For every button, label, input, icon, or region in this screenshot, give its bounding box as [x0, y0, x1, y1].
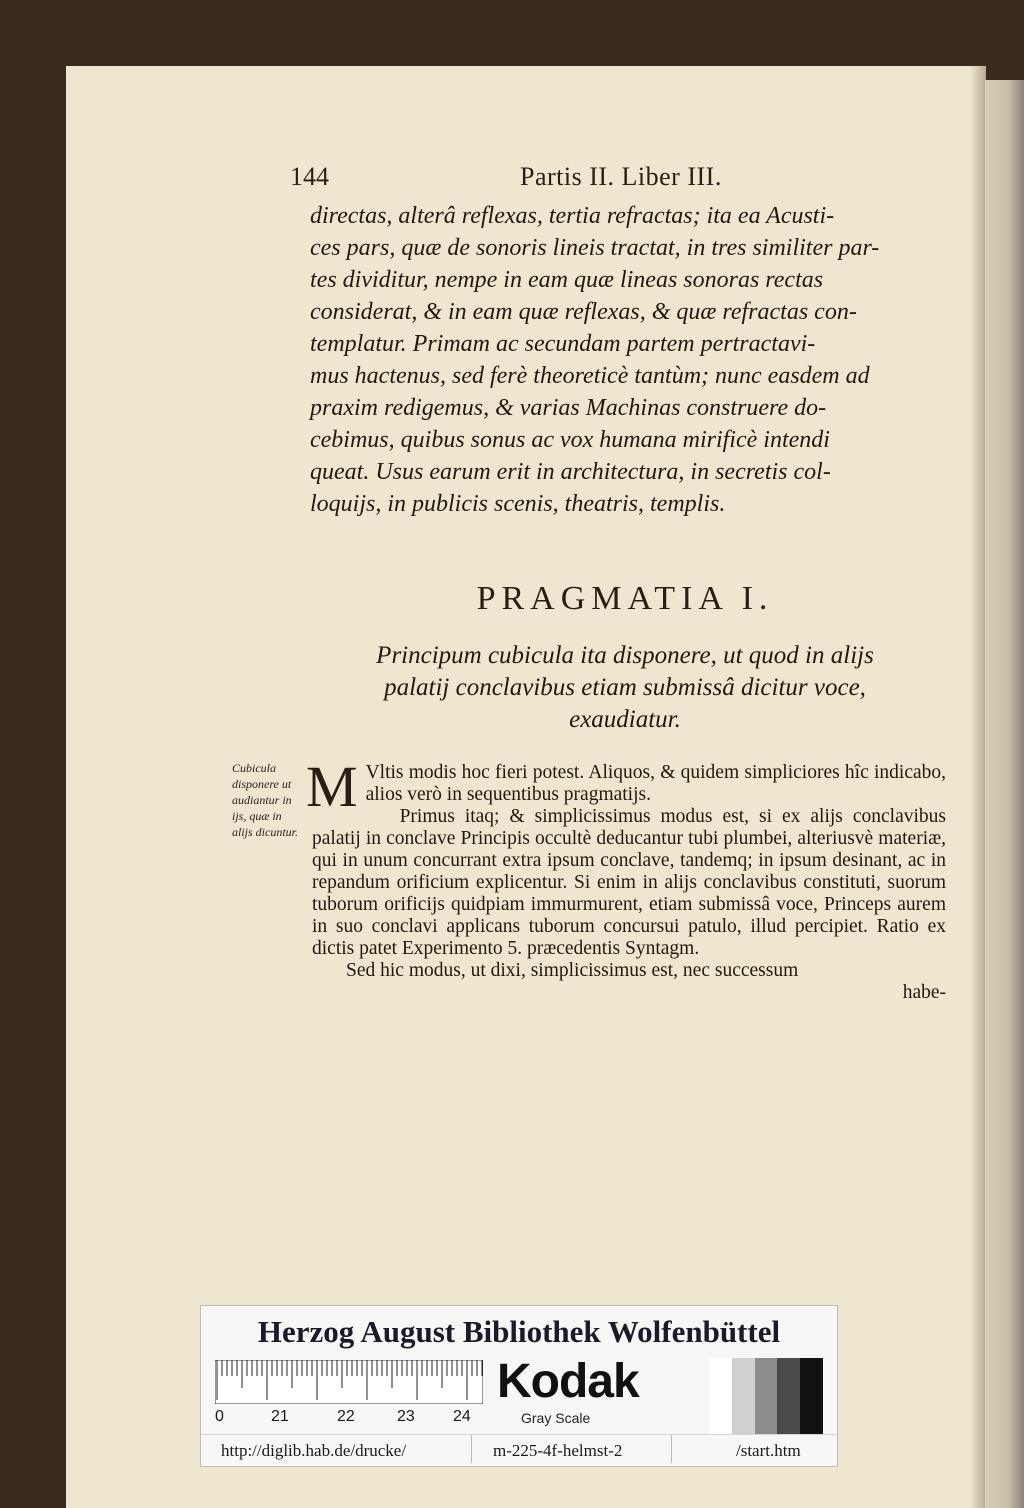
gray-patch [732, 1358, 755, 1434]
catchword: habe- [902, 982, 946, 1003]
section-subtitle [300, 640, 950, 736]
intro-line: templatur. Primam ac secundam partem pertractavi- [310, 331, 816, 357]
intro-line: directas, alterâ reflexas, tertia refractas; ita ea Acusti- [310, 203, 835, 229]
ruler-label: 24 [453, 1408, 471, 1425]
subtitle-line: exaudiatur. [569, 706, 681, 733]
footer-divider [671, 1435, 672, 1463]
gray-patch [777, 1358, 800, 1434]
intro-line: cebimus, quibus sonus ac vox humana mirificè intendi [310, 427, 830, 453]
gray-scale-patches [709, 1358, 823, 1434]
card-url: http://diglib.hab.de/drucke/ [221, 1441, 407, 1460]
intro-line: queat. Usus earum erit in architectura, in secretis col- [310, 459, 831, 485]
archive-color-card [200, 1305, 838, 1467]
ruler-label: 22 [337, 1408, 355, 1425]
gray-scale-label: Gray Scale [521, 1410, 591, 1426]
card-url-suffix: /start.htm [736, 1441, 801, 1460]
drop-cap: M [306, 754, 358, 819]
ruler-label: 0 [215, 1408, 224, 1425]
facing-page-edge [985, 80, 1024, 1508]
intro-paragraph [310, 200, 940, 520]
body-text [306, 754, 946, 1004]
page-header [290, 162, 770, 196]
intro-line: loquijs, in publicis scenis, theatris, templis. [310, 491, 726, 517]
marginal-note: Cubicula disponere ut audiantur in ijs, quæ in alijs dicuntur. [232, 761, 299, 839]
card-footer [201, 1434, 837, 1463]
ruler-labels [215, 1408, 483, 1428]
gray-patch [709, 1358, 732, 1434]
paragraph-1 [306, 754, 946, 819]
footer-divider [471, 1435, 472, 1463]
intro-line: mus hactenus, sed ferè theoreticè tantùm; nunc easdem ad [310, 363, 870, 389]
ruler-label: 21 [271, 1408, 289, 1425]
paragraph-3: Sed hic modus, ut dixi, simplicissimus est, nec successum [346, 960, 799, 981]
intro-line: tes dividitur, nempe in eam quæ lineas sonoras rectas [310, 267, 824, 293]
intro-line: considerat, & in eam quæ reflexas, & quæ refractas con- [310, 299, 857, 325]
kodak-logo: Kodak [497, 1355, 639, 1408]
intro-line: ces pars, quæ de sonoris lineis tractat, in tres similiter par- [310, 235, 880, 261]
gray-patch [800, 1358, 823, 1434]
gray-patch [755, 1358, 778, 1434]
subtitle-line: Principum cubicula ita disponere, ut quod in alijs [376, 642, 874, 669]
section-title: PRAGMATIA I. [476, 580, 774, 617]
ruler-scale [215, 1360, 483, 1404]
paragraph-1-text: Vltis modis hoc fieri potest. Aliquos, & quidem simpliciores hîc indicabo, alios verò in sequentibus pragmatijs. [365, 762, 946, 805]
ruler-label: 23 [397, 1408, 415, 1425]
paragraph-2: Primus itaq; & simplicissimus modus est, si ex alijs conclavibus palatij in conclave Principis occultè deducantur tubi plumbei, alteriusvè materiæ, qui in unum concurrant extra ipsum conclave, tandemq; in ipsum desinant, ac in repandum orificium explicentur. Si enim in alijs conclavibus constituti, suorum tuborum orificijs quidpiam immurmurent, etiam submissâ voce, Princeps aurem in suo conclavi applicans tuborum concursui patulo, illud percipiet. Ratio ex dictis patet Experimento 5. præcedentis Syntagm. [312, 806, 946, 959]
card-shelfmark: m-225-4f-helmst-2 [493, 1441, 623, 1460]
subtitle-line: palatij conclavibus etiam submissâ dicitur voce, [384, 674, 866, 701]
running-head: Partis II. Liber III. [520, 162, 722, 191]
library-name: Herzog August Bibliothek Wolfenbüttel [257, 1314, 781, 1349]
page-number: 144 [290, 162, 329, 191]
intro-line: praxim redigemus, & varias Machinas construere do- [310, 395, 827, 421]
